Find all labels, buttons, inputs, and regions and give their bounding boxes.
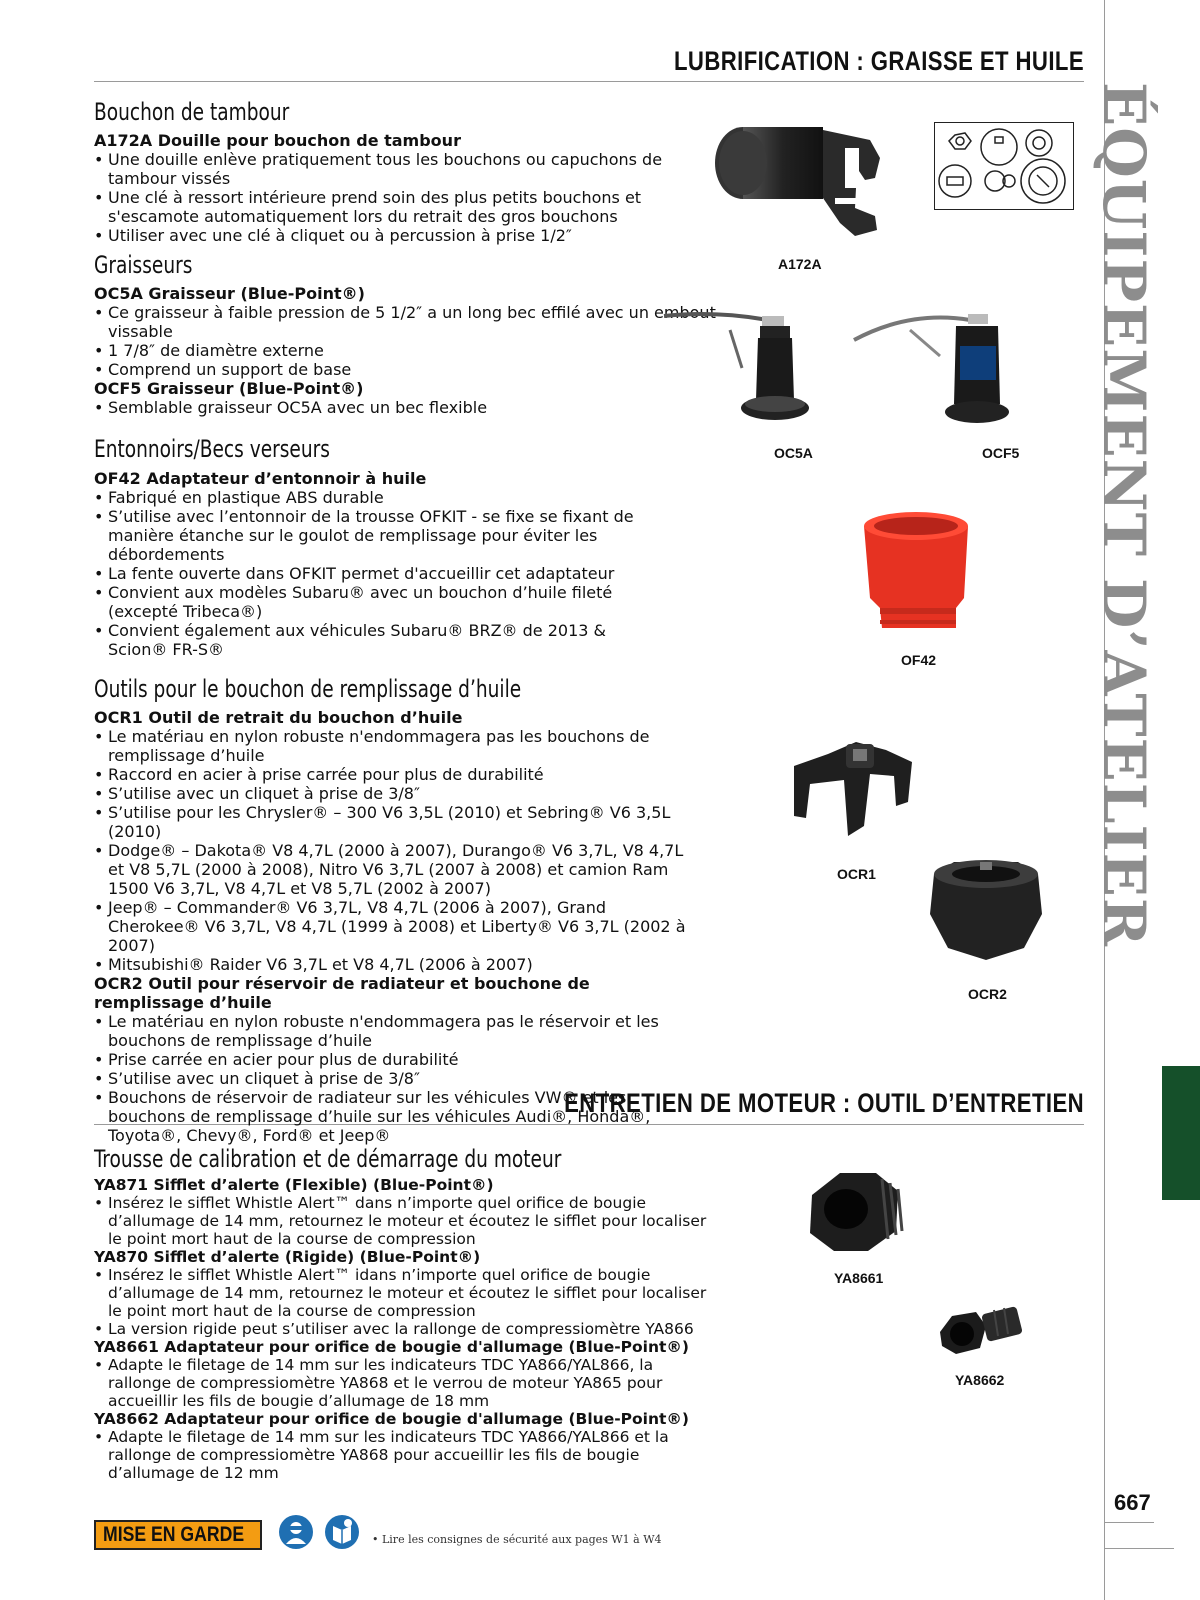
read-manual-icon <box>324 1514 360 1550</box>
ya8661-adapter-image <box>802 1155 914 1267</box>
section-body-oil-cap-tools <box>94 708 694 1145</box>
product-name: OC5A Graisseur (Blue-Point®) <box>94 284 365 303</box>
section-title-oilers: Graisseurs <box>94 251 193 279</box>
bullet-item: • Bouchons de réservoir de radiateur sur les véhicules VW® et les bouchons de remplissage d’huile sur les véhicules Audi®, Honda®, Toyota®, Chevy®, Ford® et Jeep® <box>94 1088 694 1145</box>
section-body-engine-calibration <box>94 1176 714 1482</box>
bullet-item: • Convient aux modèles Subaru® avec un bouchon d’huile fileté (excepté Tribeca®) <box>94 583 654 621</box>
bullet-item: • Insérez le sifflet Whistle Alert™ idans n’importe quel orifice de bougie d’allumage de 14 mm, retournez le moteur et écoutez le sifflet pour localiser le point mort haut de la course de compression <box>94 1266 714 1320</box>
bullet-item: • Dodge® – Dakota® V8 4,7L (2000 à 2007), Durango® V6 3,7L, V8 4,7L et V8 5,7L (2000 à 2008), Nitro V6 3,7L (2007 à 2008) et camion Ram 1500 V6 3,7L, V8 4,7L et V8 5,7L (2002 à 2007) <box>94 841 694 898</box>
section-title-oil-cap-tools: Outils pour le bouchon de remplissage d’huile <box>94 675 522 703</box>
bullet-list <box>94 1194 714 1248</box>
bullet-list <box>94 150 734 245</box>
ocr2-tool-image <box>924 856 1048 966</box>
bullet-item: • Fabriqué en plastique ABS durable <box>94 488 654 507</box>
of42-adapter-image <box>860 508 972 634</box>
caption-ocr2: OCR2 <box>968 986 1007 1002</box>
product-name: YA871 Sifflet d’alerte (Flexible) (Blue-Point®) <box>94 1176 494 1194</box>
safety-goggles-icon <box>278 1514 314 1550</box>
section-header-engine-maintenance: ENTRETIEN DE MOTEUR : OUTIL D’ENTRETIEN <box>564 1088 1084 1118</box>
caption-ya8662: YA8662 <box>955 1372 1005 1388</box>
bullet-list <box>94 1266 714 1338</box>
product-name: YA8662 Adaptateur pour orifice de bougie d'allumage (Blue-Point®) <box>94 1410 690 1428</box>
bullet-item: • Semblable graisseur OC5A avec un bec flexible <box>94 398 734 417</box>
bullet-list <box>94 1012 694 1145</box>
warning-badge <box>94 1520 262 1550</box>
bullet-list <box>94 1356 714 1410</box>
bullet-list <box>94 1428 714 1482</box>
bullet-item: • Raccord en acier à prise carrée pour plus de durabilité <box>94 765 694 784</box>
safety-note: • Lire les consignes de sécurité aux pages W1 à W4 <box>372 1533 662 1546</box>
bullet-item: • Adapte le filetage de 14 mm sur les indicateurs TDC YA866/YAL866 et la rallonge de compressiomètre YA868 pour accueillir les fils de bougie d’allumage de 12 mm <box>94 1428 714 1482</box>
bullet-item: • Une clé à ressort intérieure prend soin des plus petits bouchons et s'escamote automatiquement lors du retrait des gros bouchons <box>94 188 734 226</box>
section-body-oilers <box>94 284 734 417</box>
bullet-item: • Comprend un support de base <box>94 360 734 379</box>
product-name: OF42 Adaptateur d’entonnoir à huile <box>94 469 427 488</box>
ocr1-tool-image <box>790 740 920 850</box>
bullet-item: • S’utilise pour les Chrysler® – 300 V6 3,5L (2010) et Sebring® V6 3,5L (2010) <box>94 803 694 841</box>
product-name: YA8661 Adaptateur pour orifice de bougie d'allumage (Blue-Point®) <box>94 1338 690 1356</box>
bullet-item: • Adapte le filetage de 14 mm sur les indicateurs TDC YA866/YAL866, la rallonge de compressiomètre YA868 et le verrou de moteur YA865 pour accueillir les fils de bougie d’allumage de 18 mm <box>94 1356 714 1410</box>
drum-plug-diagram-icon <box>935 123 1073 209</box>
bullet-item: • Insérez le sifflet Whistle Alert™ dans n’importe quel orifice de bougie d’allumage de 14 mm, retournez le moteur et écoutez le sifflet pour localiser le point mort haut de la course de compression <box>94 1194 714 1248</box>
bullet-item: • Mitsubishi® Raider V6 3,7L et V8 4,7L (2006 à 2007) <box>94 955 694 974</box>
product-name: YA870 Sifflet d’alerte (Rigide) (Blue-Point®) <box>94 1248 481 1266</box>
bullet-item: • Jeep® – Commander® V6 3,7L, V8 4,7L (2006 à 2007), Grand Cherokee® V6 3,7L, V8 4,7L (1999 à 2008) et Liberty® V6 3,7L (2002 à 2007) <box>94 898 694 955</box>
bullet-list <box>94 488 654 659</box>
product-name: OCF5 Graisseur (Blue-Point®) <box>94 379 364 398</box>
section-body-funnels <box>94 469 654 659</box>
bullet-item: • Ce graisseur à faible pression de 5 1/2″ a un long bec effilé avec un embout vissable <box>94 303 734 341</box>
page-number: 667 <box>1114 1490 1151 1515</box>
bullet-item: • La fente ouverte dans OFKIT permet d'accueillir cet adaptateur <box>94 564 654 583</box>
caption-ocr1: OCR1 <box>837 866 876 882</box>
ocf5-oiler-image <box>850 306 1025 436</box>
section-title-engine-calibration: Trousse de calibration et de démarrage du moteur <box>94 1145 562 1173</box>
a172a-diagram <box>934 122 1074 210</box>
page-number-rule <box>1104 1522 1154 1523</box>
bullet-item: • Le matériau en nylon robuste n'endommagera pas les bouchons de remplissage d’huile <box>94 727 694 765</box>
bullet-item: • 1 7/8″ de diamètre externe <box>94 341 734 360</box>
header-rule-top <box>94 81 1084 82</box>
ya8662-adapter-image <box>934 1296 1028 1368</box>
bullet-item: • S’utilise avec l’entonnoir de la trousse OFKIT - se fixe se fixant de manière étanche sur le goulot de remplissage pour éviter les débordements <box>94 507 654 564</box>
bullet-item: • Convient également aux véhicules Subaru® BRZ® de 2013 & Scion® FR-S® <box>94 621 654 659</box>
bullet-item: • S’utilise avec un cliquet à prise de 3/8″ <box>94 1069 694 1088</box>
bullet-list <box>94 398 734 417</box>
caption-ocf5: OCF5 <box>982 445 1020 461</box>
side-category-title: ÉQUIPEMENT D’ATELIER <box>1090 82 1158 948</box>
category-tab-marker <box>1162 1066 1200 1200</box>
section-title-funnels: Entonnoirs/Becs verseurs <box>94 435 330 463</box>
product-name: OCR2 Outil pour réservoir de radiateur et bouchone de remplissage d’huile <box>94 974 590 1012</box>
bullet-item: • S’utilise avec un cliquet à prise de 3/8″ <box>94 784 694 803</box>
product-name: OCR1 Outil de retrait du bouchon d’huile <box>94 708 463 727</box>
section-header-lubrication: LUBRIFICATION : GRAISSE ET HUILE <box>674 46 1084 76</box>
bullet-item: • Utiliser avec une clé à cliquet ou à percussion à prise 1/2″ <box>94 226 734 245</box>
bullet-list <box>94 727 694 974</box>
page-bottom-rule <box>1104 1548 1174 1549</box>
section-body-drum-plug <box>94 131 734 245</box>
a172a-socket-image <box>705 118 900 253</box>
caption-ya8661: YA8661 <box>834 1270 884 1286</box>
section-title-drum-plug: Bouchon de tambour <box>94 98 290 126</box>
bullet-item: • Le matériau en nylon robuste n'endommagera pas le réservoir et les bouchons de remplissage d’huile <box>94 1012 694 1050</box>
bullet-item: • La version rigide peut s’utiliser avec la rallonge de compressiomètre YA866 <box>94 1320 714 1338</box>
bullet-item: • Une douille enlève pratiquement tous les bouchons ou capuchons de tambour vissés <box>94 150 734 188</box>
bullet-item: • Prise carrée en acier pour plus de durabilité <box>94 1050 694 1069</box>
bullet-list <box>94 303 734 379</box>
caption-oc5a: OC5A <box>774 445 813 461</box>
product-name: A172A Douille pour bouchon de tambour <box>94 131 461 150</box>
warning-label: MISE EN GARDE <box>103 1523 245 1546</box>
caption-of42: OF42 <box>901 652 937 668</box>
caption-a172a: A172A <box>778 256 822 272</box>
oc5a-oiler-image <box>660 308 835 436</box>
